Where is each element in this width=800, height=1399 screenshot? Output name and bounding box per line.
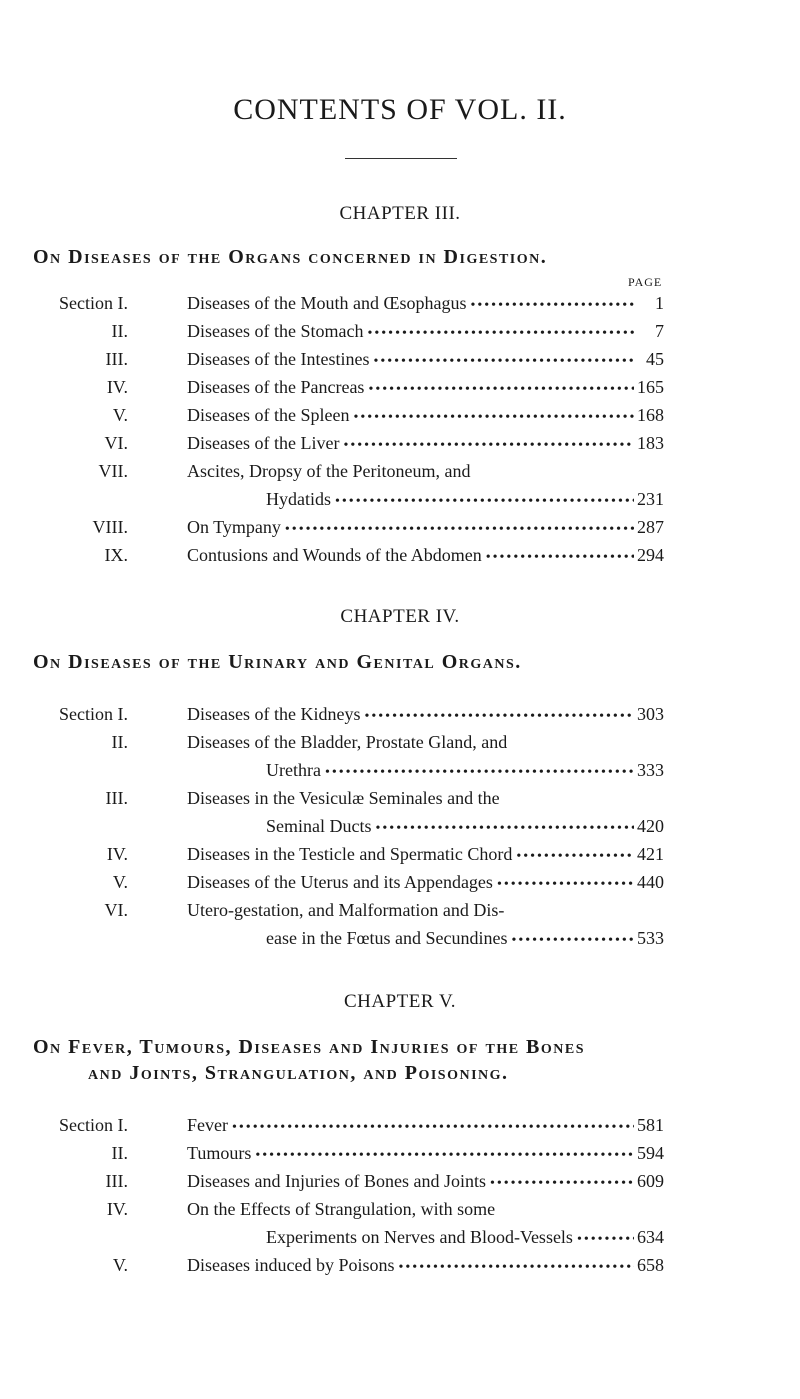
entry-title: Diseases of the Stomach bbox=[187, 321, 364, 341]
section-number: II. bbox=[111, 321, 128, 341]
toc-entry-continuation bbox=[58, 489, 664, 519]
toc-entry bbox=[58, 1115, 664, 1145]
section-number: III. bbox=[105, 788, 128, 808]
toc-entry bbox=[58, 461, 664, 491]
page-number: 294 bbox=[637, 545, 664, 565]
section-number: IX. bbox=[104, 545, 128, 565]
section-number: II. bbox=[111, 732, 128, 752]
toc-entry bbox=[58, 1143, 664, 1173]
toc-entry bbox=[58, 872, 664, 902]
toc-entry bbox=[58, 405, 664, 435]
entry-title: Diseases induced by Poisons bbox=[187, 1255, 395, 1275]
toc-entry bbox=[58, 900, 664, 930]
section-number: V. bbox=[112, 872, 128, 892]
chapter-3-title: CHAPTER III. bbox=[339, 203, 461, 224]
entry-title: Diseases of the Mouth and Œsophagus bbox=[187, 293, 467, 313]
page-number: 303 bbox=[637, 704, 664, 724]
entry-title-continued: Experiments on Nerves and Blood-Vessels bbox=[266, 1227, 573, 1247]
entry-title: Diseases of the Intestines bbox=[187, 349, 370, 369]
entry-title: Ascites, Dropsy of the Peritoneum, and bbox=[187, 461, 471, 481]
section-number: III. bbox=[105, 349, 128, 369]
page-number: 287 bbox=[637, 517, 664, 537]
entry-title-continued: Hydatids bbox=[266, 489, 331, 509]
toc-entry bbox=[58, 704, 664, 734]
entry-title: Diseases and Injuries of Bones and Joints bbox=[187, 1171, 486, 1191]
toc-entry-continuation bbox=[58, 1227, 664, 1257]
toc-entry-continuation bbox=[58, 760, 664, 790]
entry-title: Diseases of the Spleen bbox=[187, 405, 350, 425]
page-number: 168 bbox=[637, 405, 664, 425]
toc-entry bbox=[58, 1171, 664, 1201]
entry-title: Tumours bbox=[187, 1143, 252, 1163]
toc-entry-continuation bbox=[58, 928, 664, 958]
toc-entry bbox=[58, 321, 664, 351]
section-number: IV. bbox=[106, 1199, 128, 1219]
chapter-3-heading: On Diseases of the Organs concerned in Digestion. bbox=[33, 246, 548, 268]
chapter-5-heading-line-1: On Fever, Tumours, Diseases and Injuries of the Bones bbox=[33, 1036, 586, 1058]
entry-title: Diseases of the Pancreas bbox=[187, 377, 365, 397]
toc-entry bbox=[58, 377, 664, 407]
toc-entry bbox=[58, 545, 664, 575]
entry-title: Diseases in the Vesiculæ Seminales and the bbox=[187, 788, 500, 808]
entry-title: On the Effects of Strangulation, with some bbox=[187, 1199, 496, 1219]
section-number: V. bbox=[112, 405, 128, 425]
section-number: Section I. bbox=[59, 704, 128, 724]
page-number: 1 bbox=[655, 293, 664, 313]
page-number: 634 bbox=[637, 1227, 664, 1247]
entry-title-continued: Urethra bbox=[266, 760, 321, 780]
chapter-5-heading-line-2: and Joints, Strangulation, and Poisoning. bbox=[88, 1062, 509, 1084]
toc-entry bbox=[58, 732, 664, 762]
toc-entry bbox=[58, 788, 664, 818]
toc-entry bbox=[58, 293, 664, 323]
page-number: 183 bbox=[637, 433, 664, 453]
entry-title: Diseases in the Testicle and Spermatic Chord bbox=[187, 844, 513, 864]
entry-title: Fever bbox=[187, 1115, 228, 1135]
entry-title-continued: ease in the Fœtus and Secundines bbox=[266, 928, 508, 948]
entry-title: Diseases of the Liver bbox=[187, 433, 340, 453]
entry-title-continued: Seminal Ducts bbox=[266, 816, 372, 836]
page-number: 165 bbox=[637, 377, 664, 397]
section-number: VIII. bbox=[92, 517, 128, 537]
section-number: IV. bbox=[106, 377, 128, 397]
chapter-4-title: CHAPTER IV. bbox=[340, 606, 460, 627]
page-number: 420 bbox=[637, 816, 664, 836]
page-number: 7 bbox=[655, 321, 664, 341]
toc-entry bbox=[58, 433, 664, 463]
page-number: 421 bbox=[637, 844, 664, 864]
page-number: 333 bbox=[637, 760, 664, 780]
entry-title: Diseases of the Kidneys bbox=[187, 704, 361, 724]
chapter-4-heading: On Diseases of the Urinary and Genital Organs. bbox=[33, 651, 522, 673]
section-number: VI. bbox=[104, 433, 128, 453]
toc-entry bbox=[58, 1255, 664, 1285]
page-number: 440 bbox=[637, 872, 664, 892]
entry-title: On Tympany bbox=[187, 517, 281, 537]
toc-entry bbox=[58, 844, 664, 874]
section-number: Section I. bbox=[59, 1115, 128, 1135]
chapter-5-title: CHAPTER V. bbox=[344, 991, 456, 1012]
section-number: II. bbox=[111, 1143, 128, 1163]
toc-entry bbox=[58, 349, 664, 379]
section-number: IV. bbox=[106, 844, 128, 864]
section-number: VI. bbox=[104, 900, 128, 920]
entry-title: Diseases of the Bladder, Prostate Gland, and bbox=[187, 732, 508, 752]
entry-title: Diseases of the Uterus and its Appendages bbox=[187, 872, 493, 892]
page-number: 231 bbox=[637, 489, 664, 509]
page-title: CONTENTS OF VOL. II. bbox=[233, 93, 567, 126]
page-number: 45 bbox=[646, 349, 664, 369]
entry-title: Contusions and Wounds of the Abdomen bbox=[187, 545, 482, 565]
toc-entry bbox=[58, 517, 664, 547]
page-column-label: PAGE bbox=[628, 275, 663, 289]
page-number: 594 bbox=[637, 1143, 664, 1163]
page-number: 658 bbox=[637, 1255, 664, 1275]
toc-entry-continuation bbox=[58, 816, 664, 846]
title-divider bbox=[345, 158, 457, 159]
toc-entry bbox=[58, 1199, 664, 1229]
section-number: III. bbox=[105, 1171, 128, 1191]
section-number: Section I. bbox=[59, 293, 128, 313]
page-number: 609 bbox=[637, 1171, 664, 1191]
page-number: 581 bbox=[637, 1115, 664, 1135]
section-number: V. bbox=[112, 1255, 128, 1275]
entry-title: Utero-gestation, and Malformation and Dis- bbox=[187, 900, 505, 920]
section-number: VII. bbox=[98, 461, 128, 481]
page-number: 533 bbox=[637, 928, 664, 948]
